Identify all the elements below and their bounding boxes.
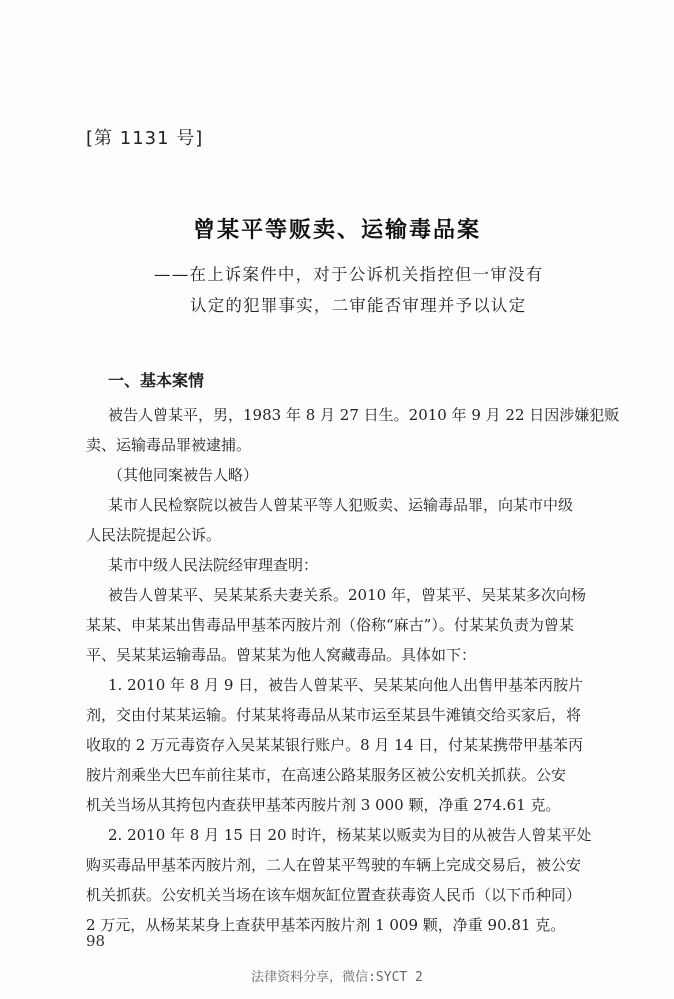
subtitle-line-1: ——在上诉案件中，对于公诉机关指控但一审没有 [154, 265, 544, 284]
body-line-4: 某市人民检察院以被告人曾某平等人犯贩卖、运输毒品罪，向某市中级 [108, 496, 574, 514]
body-line-15: 2. 2010 年 8 月 15 日 20 时许，杨某某以贩卖为目的从被告人曾某平处 [108, 826, 592, 844]
body-line-5: 人民法院提起公诉。 [86, 526, 222, 544]
body-line-9: 平、吴某某运输毒品。曾某某为他人窝藏毒品。具体如下： [86, 646, 477, 664]
body-line-13: 胺片剂乘坐大巴车前往某市，在高速公路某服务区被公安机关抓获。公安 [86, 766, 567, 784]
case-number: [第 1131 号] [86, 128, 204, 149]
section-heading: 一、基本案情 [108, 371, 205, 390]
subtitle-line-2: 认定的犯罪事实，二审能否审理并予以认定 [190, 296, 527, 315]
case-title: 曾某平等贩卖、运输毒品案 [192, 218, 481, 243]
body-line-8: 某某、申某某出售毒品甲基苯丙胺片剂（俗称“麻古”）。付某某负责为曾某 [86, 616, 574, 634]
body-line-6: 某市中级人民法院经审理查明： [108, 556, 319, 574]
body-line-2: 卖、运输毒品罪被逮捕。 [86, 436, 252, 454]
body-line-1: 被告人曾某平，男，1983 年 8 月 27 日生。2010 年 9 月 22 日因涉嫌犯贩 [108, 406, 620, 424]
body-line-14: 机关当场从其挎包内查获甲基苯丙胺片剂 3 000 颗，净重 274.61 克。 [86, 796, 561, 814]
body-line-17: 机关抓获。公安机关当场在该车烟灰缸位置查获毒资人民币（以下币种同） [86, 886, 582, 904]
body-line-10: 1. 2010 年 8 月 9 日，被告人曾某平、吴某某向他人出售甲基苯丙胺片 [108, 676, 584, 694]
page-number: 98 [86, 932, 106, 950]
body-line-7: 被告人曾某平、吴某某系夫妻关系。2010 年，曾某平、吴某某多次向杨 [108, 586, 586, 604]
body-line-16: 购买毒品甲基苯丙胺片剂，二人在曾某平驾驶的车辆上完成交易后，被公安 [86, 856, 582, 874]
body-line-3: （其他同案被告人略） [108, 466, 259, 484]
body-line-18: 2 万元，从杨某某身上查获甲基苯丙胺片剂 1 009 颗，净重 90.81 克。 [86, 916, 566, 934]
watermark-text: 法律资料分享，微信:SYCT 2 [251, 970, 423, 985]
body-line-11: 剂，交由付某某运输。付某某将毒品从某市运至某县牛滩镇交给买家后，将 [86, 706, 582, 724]
body-line-12: 收取的 2 万元毒资存入吴某某银行账户。8 月 14 日，付某某携带甲基苯丙 [86, 736, 584, 754]
